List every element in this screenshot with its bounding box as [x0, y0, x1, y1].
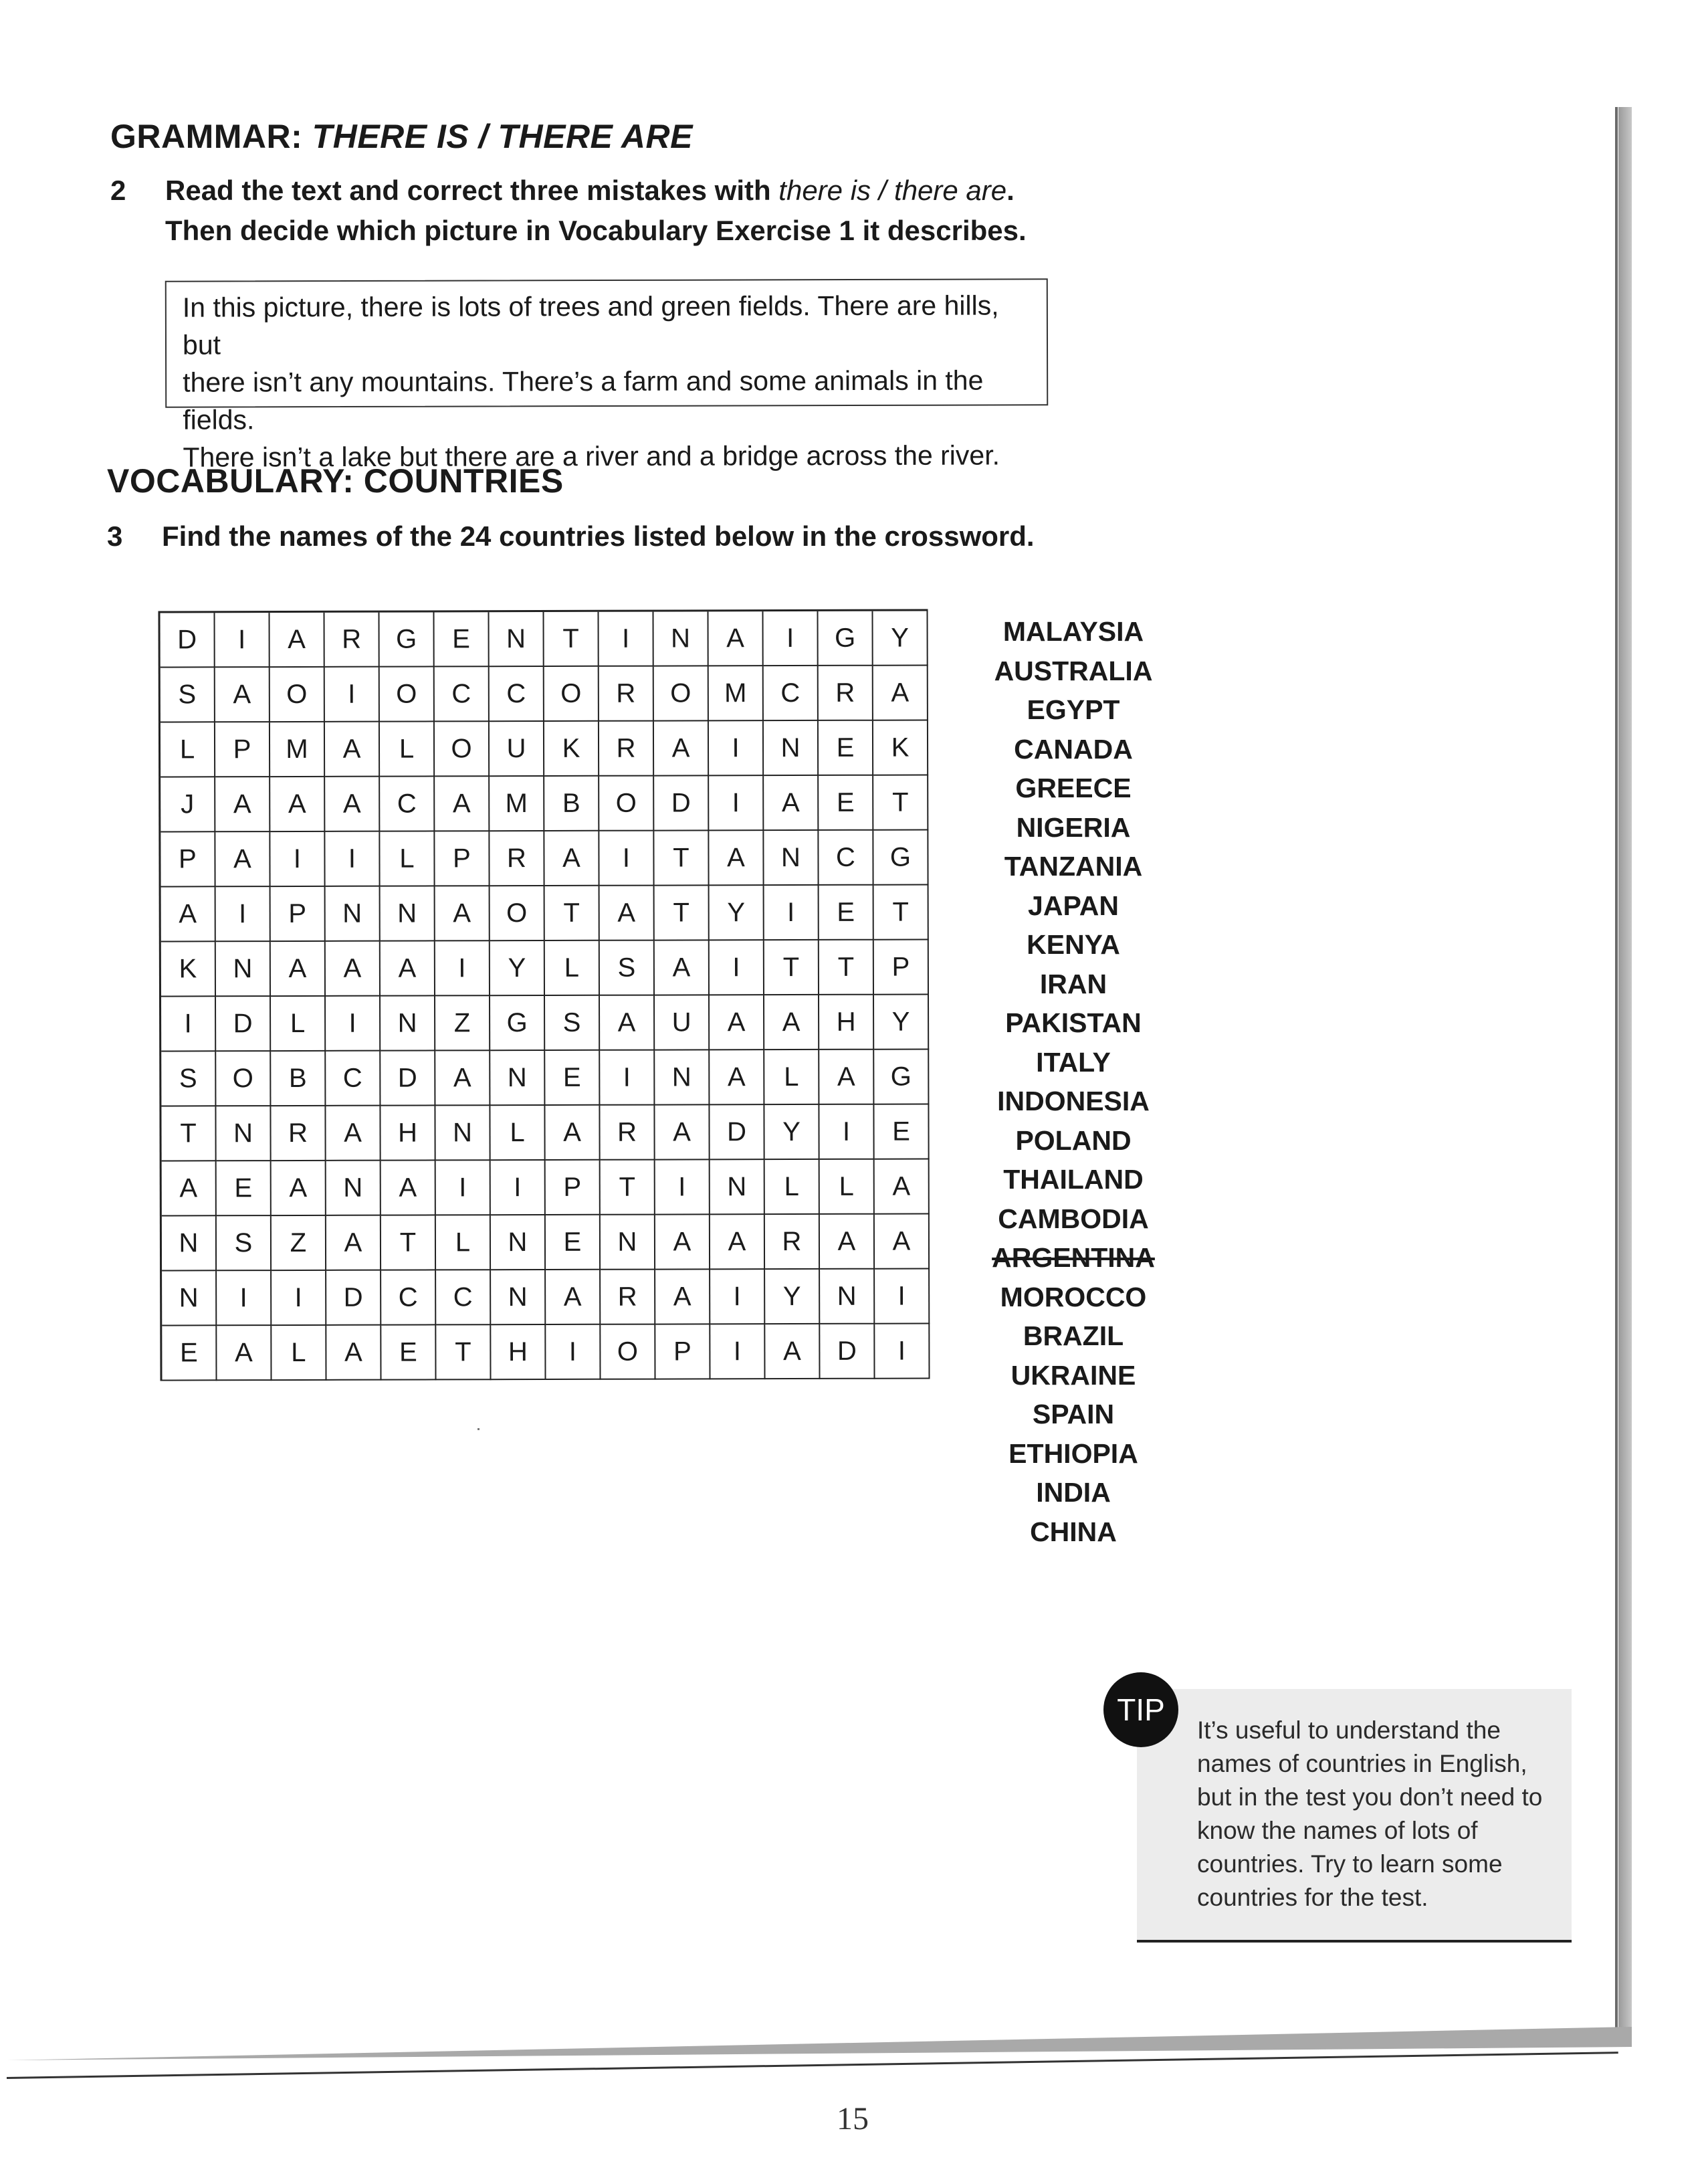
grid-cell[interactable]: C — [380, 777, 435, 831]
grid-cell[interactable]: L — [490, 1106, 545, 1161]
grid-cell[interactable]: A — [710, 1215, 765, 1270]
grid-cell[interactable]: O — [216, 1052, 271, 1106]
grid-cell[interactable]: N — [491, 1215, 546, 1270]
grid-cell[interactable]: R — [599, 722, 654, 777]
grid-cell[interactable]: G — [818, 611, 873, 666]
grid-cell[interactable]: J — [161, 777, 215, 832]
tip-text: It’s useful to understand the names of countries in English, but in the test you don’t need to know the names of lots of countries. Try to learn some countries for the test. — [1197, 1716, 1543, 1911]
grid-cell[interactable]: N — [710, 1160, 765, 1215]
grid-cell[interactable]: I — [600, 1051, 655, 1106]
grid-cell[interactable]: N — [601, 1215, 655, 1270]
grid-cell[interactable]: E — [819, 886, 874, 940]
country-item: INDIA — [1036, 1477, 1111, 1508]
grid-cell[interactable]: O — [601, 1325, 655, 1380]
grid-cell[interactable]: T — [873, 775, 928, 830]
grid-cell[interactable]: A — [215, 668, 270, 722]
country-item: JAPAN — [1028, 890, 1119, 921]
grid-cell[interactable]: R — [271, 1106, 326, 1161]
grid-cell[interactable]: L — [820, 1160, 875, 1215]
grid-cell[interactable]: A — [873, 666, 928, 720]
country-item: CAMBODIA — [998, 1203, 1149, 1234]
grid-cell[interactable]: L — [380, 722, 435, 777]
vocabulary-heading: VOCABULARY: COUNTRIES — [107, 462, 564, 500]
grid-cell[interactable]: I — [436, 1161, 491, 1215]
grid-cell[interactable]: I — [216, 887, 271, 942]
grid-cell[interactable]: I — [270, 832, 325, 887]
country-item: BRAZIL — [1023, 1320, 1124, 1351]
grid-cell[interactable]: I — [491, 1161, 546, 1215]
grid-cell[interactable]: I — [325, 668, 380, 722]
tip-badge: TIP — [1103, 1672, 1178, 1747]
grid-cell[interactable]: C — [764, 666, 819, 721]
grid-cell[interactable]: I — [161, 997, 216, 1052]
grid-cell[interactable]: I — [546, 1325, 601, 1380]
grid-cell[interactable]: Y — [765, 1270, 820, 1324]
grid-cell[interactable]: U — [655, 995, 710, 1050]
grid-cell[interactable]: D — [216, 997, 271, 1052]
grid-cell[interactable]: I — [764, 886, 819, 940]
grid-cell[interactable]: Y — [490, 941, 545, 996]
grid-cell[interactable]: O — [435, 722, 490, 777]
page-number: 15 — [837, 2101, 869, 2137]
speck — [477, 1428, 480, 1430]
grid-cell[interactable]: A — [600, 996, 655, 1051]
grid-cell[interactable]: O — [654, 666, 709, 721]
grid-cell[interactable]: T — [544, 612, 599, 667]
word-search-grid[interactable] — [158, 609, 930, 1381]
grid-cell[interactable]: R — [599, 667, 654, 722]
grid-cell[interactable]: E — [546, 1215, 601, 1270]
grid-cell[interactable]: B — [544, 777, 599, 831]
grid-cell[interactable]: P — [271, 887, 326, 942]
grid-cell[interactable]: H — [819, 995, 874, 1050]
grid-cell[interactable]: L — [765, 1160, 820, 1215]
country-item: GREECE — [1015, 773, 1132, 803]
grid-cell[interactable]: M — [270, 722, 325, 777]
grid-cell[interactable]: A — [765, 1324, 820, 1379]
grid-cell[interactable]: A — [270, 777, 325, 832]
country-item: NIGERIA — [1016, 811, 1131, 843]
exercise-2-line-1-start: Read the text and correct three mistakes with — [165, 175, 779, 206]
grid-cell[interactable]: O — [599, 777, 654, 831]
grid-cell[interactable]: T — [655, 886, 710, 940]
country-item: PAKISTAN — [1005, 1007, 1142, 1038]
grid-cell[interactable]: A — [435, 886, 490, 941]
grid-cell[interactable]: M — [490, 777, 544, 831]
grid-cell[interactable]: T — [654, 831, 709, 886]
grid-cell[interactable]: A — [655, 1105, 710, 1160]
grid-cell[interactable]: S — [600, 941, 655, 996]
grid-cell[interactable]: R — [490, 831, 544, 886]
grid-cell[interactable]: N — [654, 611, 709, 666]
grid-cell[interactable]: N — [820, 1270, 875, 1324]
grid-cell[interactable]: A — [217, 1326, 272, 1381]
country-item: ARGENTINA — [992, 1242, 1155, 1273]
grid-cell[interactable]: A — [655, 940, 710, 995]
grid-cell[interactable]: E — [819, 721, 873, 776]
page-shadow-right — [1618, 107, 1632, 2033]
grid-cell[interactable]: A — [162, 1161, 217, 1216]
grid-cell[interactable]: L — [380, 831, 435, 886]
grid-cell[interactable]: A — [600, 886, 655, 941]
country-item: EGYPT — [1027, 694, 1120, 725]
country-item: CANADA — [1014, 733, 1133, 765]
page-edge-right — [1615, 107, 1618, 2033]
grid-cell[interactable]: A — [710, 1050, 764, 1105]
grid-cell[interactable]: K — [161, 942, 216, 997]
grid-cell[interactable]: A — [820, 1215, 875, 1270]
grid-cell[interactable]: G — [490, 996, 545, 1051]
grid-cell[interactable]: A — [710, 995, 764, 1050]
grid-cell[interactable]: L — [764, 1050, 819, 1105]
text-box-line-2: there isn’t any mountains. There’s a farm and some animals in the fields. — [183, 365, 984, 435]
grid-cell[interactable]: I — [217, 1271, 272, 1326]
grid-cell[interactable]: A — [764, 776, 819, 831]
grid-cell[interactable]: A — [544, 831, 599, 886]
grid-cell[interactable]: N — [381, 996, 435, 1051]
grid-cell[interactable]: I — [435, 941, 490, 996]
grid-cell[interactable]: I — [710, 940, 764, 995]
grid-cell[interactable]: N — [162, 1216, 217, 1271]
grid-cell[interactable]: A — [326, 1326, 381, 1381]
grid-cell[interactable]: G — [873, 830, 928, 885]
grid-cell[interactable]: C — [490, 667, 544, 722]
grid-cell[interactable]: T — [874, 885, 929, 940]
grid-cell[interactable]: H — [381, 1106, 435, 1161]
grid-cell[interactable]: E — [381, 1325, 436, 1380]
country-item: KENYA — [1027, 929, 1120, 960]
grid-cell[interactable]: A — [435, 777, 490, 831]
country-item: CHINA — [1030, 1516, 1117, 1547]
grid-cell[interactable]: Z — [435, 996, 490, 1051]
exercise-2-line-1 — [165, 171, 1113, 211]
grid-cell[interactable]: A — [819, 1050, 874, 1105]
grid-cell[interactable]: I — [710, 1324, 765, 1379]
grid-cell[interactable]: D — [161, 613, 215, 668]
grid-cell[interactable]: T — [601, 1161, 655, 1215]
grid-cell[interactable]: L — [271, 997, 326, 1052]
grid-cell[interactable]: T — [764, 940, 819, 995]
grid-cell[interactable]: O — [270, 668, 325, 722]
grid-cell[interactable]: A — [161, 887, 216, 942]
grid-cell[interactable]: N — [216, 1106, 271, 1161]
country-item: SPAIN — [1032, 1399, 1115, 1429]
country-item: IRAN — [1039, 968, 1107, 999]
grid-cell[interactable]: I — [215, 613, 270, 668]
grid-cell[interactable]: D — [710, 1105, 764, 1160]
grid-cell[interactable]: C — [326, 1052, 381, 1106]
grid-cell[interactable]: Y — [710, 886, 764, 940]
grid-cell[interactable]: N — [381, 886, 435, 941]
grid-cell[interactable]: L — [545, 941, 600, 996]
grid-cell[interactable]: P — [435, 831, 490, 886]
grid-cell[interactable]: O — [380, 667, 435, 722]
grid-cell[interactable]: A — [325, 777, 380, 832]
grid-cell[interactable]: T — [436, 1325, 491, 1380]
grid-cell[interactable]: S — [545, 996, 600, 1051]
grid-cell[interactable]: C — [819, 831, 873, 886]
grid-cell[interactable]: A — [381, 1161, 436, 1215]
grid-cell[interactable]: G — [874, 1050, 929, 1104]
grid-cell[interactable]: O — [544, 667, 599, 722]
grid-cell[interactable]: G — [380, 612, 435, 667]
grid-cell[interactable]: L — [272, 1326, 326, 1381]
grid-cell[interactable]: D — [381, 1051, 435, 1106]
grid-cell[interactable]: A — [326, 942, 381, 997]
grid-cell[interactable]: I — [875, 1269, 930, 1324]
grid-cell[interactable]: P — [655, 1324, 710, 1379]
grid-cell[interactable]: I — [709, 776, 764, 831]
grid-cell[interactable]: R — [819, 666, 873, 721]
grid-cell[interactable]: M — [709, 666, 764, 721]
grid-cell[interactable]: A — [546, 1270, 601, 1325]
grammar-text-box — [165, 278, 1048, 473]
grid-cell[interactable]: P — [215, 722, 270, 777]
grid-cell[interactable]: T — [545, 886, 600, 941]
grid-cell[interactable]: R — [325, 613, 380, 668]
grid-cell[interactable]: I — [764, 611, 819, 666]
country-item: UKRAINE — [1010, 1359, 1136, 1391]
grid-cell[interactable]: A — [215, 832, 270, 887]
grid-cell[interactable]: I — [326, 997, 381, 1052]
grid-cell[interactable]: C — [435, 667, 490, 722]
grid-cell[interactable]: H — [491, 1325, 546, 1380]
grid-cell[interactable]: A — [875, 1159, 930, 1214]
grid-cell[interactable]: N — [491, 1270, 546, 1325]
country-item: MALAYSIA — [1002, 616, 1144, 647]
grid-cell[interactable]: R — [765, 1215, 820, 1270]
grid-cell[interactable]: D — [654, 776, 709, 831]
country-item: AUSTRALIA — [994, 655, 1153, 686]
country-item: ETHIOPIA — [1008, 1437, 1138, 1469]
grid-cell[interactable]: A — [709, 611, 764, 666]
grid-cell[interactable]: A — [764, 995, 819, 1050]
grid-cell[interactable]: N — [490, 1051, 545, 1106]
grid-cell[interactable]: I — [272, 1271, 326, 1326]
grid-cell[interactable]: U — [490, 722, 544, 777]
grid-cell[interactable]: Y — [874, 995, 929, 1050]
grid-cell[interactable]: C — [436, 1270, 491, 1325]
grid-cell[interactable]: A — [272, 1161, 326, 1216]
grid-cell[interactable]: R — [600, 1106, 655, 1161]
grid-cell[interactable]: I — [709, 721, 764, 776]
grid-cell[interactable]: A — [326, 1216, 381, 1271]
grid-cell[interactable]: A — [271, 942, 326, 997]
grid-cell[interactable]: Y — [764, 1105, 819, 1160]
grid-cell[interactable]: I — [599, 831, 654, 886]
grammar-heading — [110, 117, 693, 156]
grid-cell[interactable]: A — [875, 1214, 930, 1269]
exercise-3-instruction — [107, 516, 1110, 557]
grid-cell[interactable]: C — [381, 1270, 436, 1325]
grid-cell[interactable]: E — [162, 1326, 217, 1381]
exercise-3-text: Find the names of the 24 countries listed below in the crossword. — [162, 520, 1035, 552]
grammar-heading-topic: THERE IS / THERE ARE — [312, 118, 693, 155]
grid-cell[interactable]: A — [709, 831, 764, 886]
grid-cell[interactable]: S — [161, 668, 215, 722]
grid-cell[interactable]: Z — [272, 1216, 326, 1271]
grid-cell[interactable]: E — [435, 612, 490, 667]
grid-cell[interactable]: N — [162, 1271, 217, 1326]
exercise-3-number: 3 — [107, 520, 123, 552]
grid-cell[interactable]: A — [545, 1106, 600, 1161]
grid-cell[interactable]: A — [215, 777, 270, 832]
grid-cell[interactable]: K — [873, 720, 928, 775]
grid-cell[interactable]: A — [381, 941, 435, 996]
grid-cell[interactable]: A — [654, 721, 709, 776]
grid-cell[interactable]: R — [601, 1270, 655, 1325]
grid-cell[interactable]: D — [326, 1271, 381, 1326]
exercise-2-line-1-end: . — [1006, 175, 1015, 206]
text-box-line-3: There isn’t a lake but there are a river and a bridge across the river. — [183, 439, 1000, 473]
grammar-heading-label: GRAMMAR: — [110, 118, 312, 155]
country-item: TANZANIA — [1004, 851, 1143, 882]
grid-cell[interactable]: T — [819, 940, 874, 995]
grid-cell[interactable]: E — [217, 1161, 272, 1216]
grid-cell[interactable]: E — [545, 1051, 600, 1106]
grid-cell[interactable]: N — [764, 721, 819, 776]
grid-cell[interactable]: I — [599, 612, 654, 667]
grid-cell[interactable]: N — [435, 1106, 490, 1161]
grid-cell[interactable]: A — [326, 1106, 381, 1161]
grid-cell[interactable]: N — [216, 942, 271, 997]
grid-cell[interactable]: B — [271, 1052, 326, 1106]
grid-cell[interactable]: A — [270, 613, 325, 668]
country-item: MOROCCO — [1000, 1281, 1147, 1312]
grid-cell[interactable]: P — [546, 1161, 601, 1215]
grid-cell[interactable]: P — [161, 832, 215, 887]
grid-cell[interactable]: N — [326, 887, 381, 942]
exercise-2-line-2: Then decide which picture in Vocabulary Exercise 1 it describes. — [165, 215, 1027, 246]
grid-cell[interactable]: L — [436, 1215, 491, 1270]
grid-cell[interactable]: T — [381, 1215, 436, 1270]
grid-cell[interactable]: S — [217, 1216, 272, 1271]
grid-cell[interactable]: D — [820, 1324, 875, 1379]
grid-cell[interactable]: N — [490, 612, 544, 667]
exercise-2-instruction — [110, 171, 1113, 251]
grid-cell[interactable]: A — [435, 1051, 490, 1106]
country-item: THAILAND — [1003, 1164, 1144, 1195]
grid-cell[interactable]: I — [655, 1160, 710, 1215]
text-box-line-1: In this picture, there is lots of trees and green fields. There are hills, but — [182, 290, 999, 361]
country-item: POLAND — [1015, 1124, 1132, 1156]
grid-cell[interactable]: N — [655, 1050, 710, 1105]
grid-cell[interactable]: L — [161, 722, 215, 777]
grid-cell[interactable]: O — [490, 886, 545, 941]
grid-cell[interactable]: A — [655, 1215, 710, 1270]
grid-cell[interactable]: N — [326, 1161, 381, 1216]
grid-cell[interactable]: E — [874, 1104, 929, 1159]
grid-cell[interactable]: Y — [873, 611, 928, 666]
grid-cell[interactable]: A — [325, 722, 380, 777]
grid-cell[interactable]: I — [875, 1324, 930, 1379]
grid-cell[interactable]: A — [655, 1270, 710, 1324]
grid-cell[interactable]: K — [544, 722, 599, 777]
grid-cell[interactable]: E — [819, 776, 873, 831]
country-list — [973, 612, 1174, 1551]
exercise-2-number: 2 — [110, 175, 126, 206]
grid-cell[interactable]: I — [325, 832, 380, 887]
grid-cell[interactable]: N — [764, 831, 819, 886]
grid-cell[interactable]: P — [874, 940, 929, 995]
country-item: INDONESIA — [997, 1086, 1150, 1116]
exercise-2-line-1-emphasis: there is / there are — [778, 175, 1007, 206]
grid-cell[interactable]: T — [161, 1106, 216, 1161]
grid-cell[interactable]: S — [161, 1052, 216, 1106]
grid-cell[interactable]: I — [819, 1105, 874, 1160]
country-item: ITALY — [1036, 1046, 1111, 1078]
grid-cell[interactable]: I — [710, 1270, 765, 1324]
